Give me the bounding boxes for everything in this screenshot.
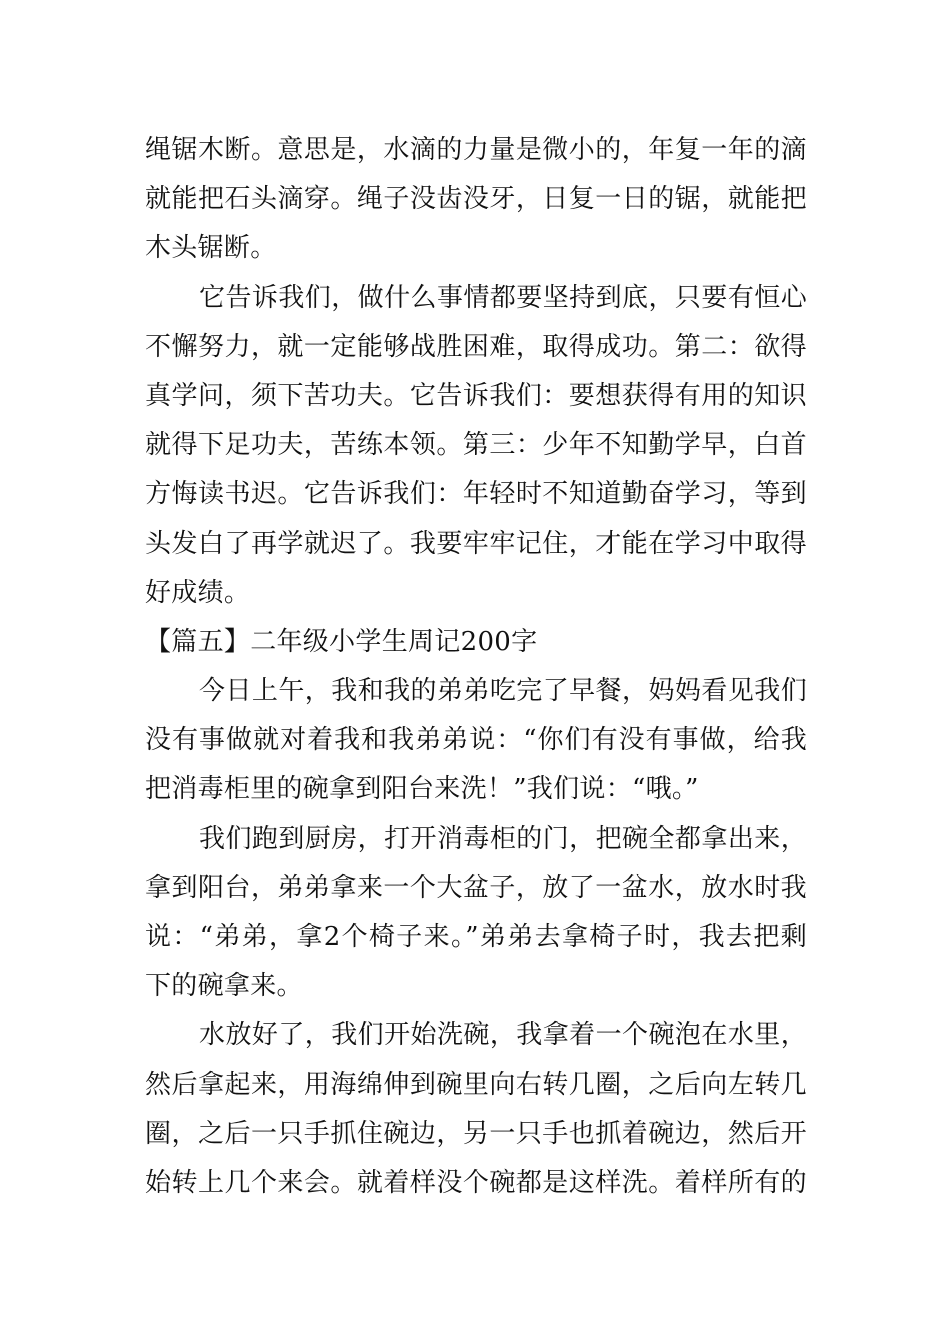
text-line: 就能把石头滴穿。绳子没齿没牙，日复一日的锯，就能把	[145, 184, 807, 215]
text-line: 不懈努力，就一定能够战胜困难，取得成功。第二：欲得	[145, 331, 807, 362]
text-line: 说：“弟弟，拿2个椅子来。”弟弟去拿椅子时，我去把剩	[145, 922, 807, 952]
paragraph	[145, 274, 807, 618]
text-line: 真学问，须下苦功夫。它告诉我们：要想获得有用的知识	[145, 380, 807, 411]
text-line: 水放好了，我们开始洗碗，我拿着一个碗泡在水里，	[199, 1020, 807, 1051]
paragraph	[145, 667, 807, 815]
document-page	[145, 126, 807, 1208]
paragraph	[145, 815, 807, 1012]
text-line: 就得下足功夫，苦练本领。第三：少年不知勤学早，白首	[145, 430, 807, 461]
text-line: 下的碗拿来。	[145, 971, 303, 1002]
text-line: 把消毒柜里的碗拿到阳台来洗！”我们说：“哦。”	[145, 774, 699, 805]
text-line: 好成绩。	[145, 577, 251, 608]
text-line: 拿到阳台，弟弟拿来一个大盆子，放了一盆水，放水时我	[145, 872, 807, 903]
text-line: 头发白了再学就迟了。我要牢牢记住，才能在学习中取得	[145, 528, 807, 559]
text-line: 方悔读书迟。它告诉我们：年轻时不知道勤奋学习，等到	[145, 479, 807, 510]
text-line: 木头锯断。	[145, 233, 277, 264]
text-line: 没有事做就对着我和我弟弟说：“你们有没有事做，给我	[145, 725, 807, 756]
paragraph	[145, 126, 807, 274]
text-line: 圈，之后一只手抓住碗边，另一只手也抓着碗边，然后开	[145, 1118, 807, 1149]
text-line: 绳锯木断。意思是，水滴的力量是微小的，年复一年的滴	[145, 135, 807, 165]
text-line: 我们跑到厨房，打开消毒柜的门，把碗全都拿出来，	[199, 823, 807, 854]
text-line: 今日上午，我和我的弟弟吃完了早餐，妈妈看见我们	[199, 676, 807, 707]
text-line: 然后拿起来，用海绵伸到碗里向右转几圈，之后向左转几	[145, 1069, 807, 1100]
heading-line: 【篇五】二年级小学生周记200字	[145, 626, 538, 657]
text-line: 它告诉我们，做什么事情都要坚持到底，只要有恒心	[199, 282, 807, 313]
paragraph	[145, 1011, 807, 1208]
text-line: 始转上几个来会。就着样没个碗都是这样洗。着样所有的	[145, 1167, 807, 1198]
section-heading	[145, 618, 807, 667]
